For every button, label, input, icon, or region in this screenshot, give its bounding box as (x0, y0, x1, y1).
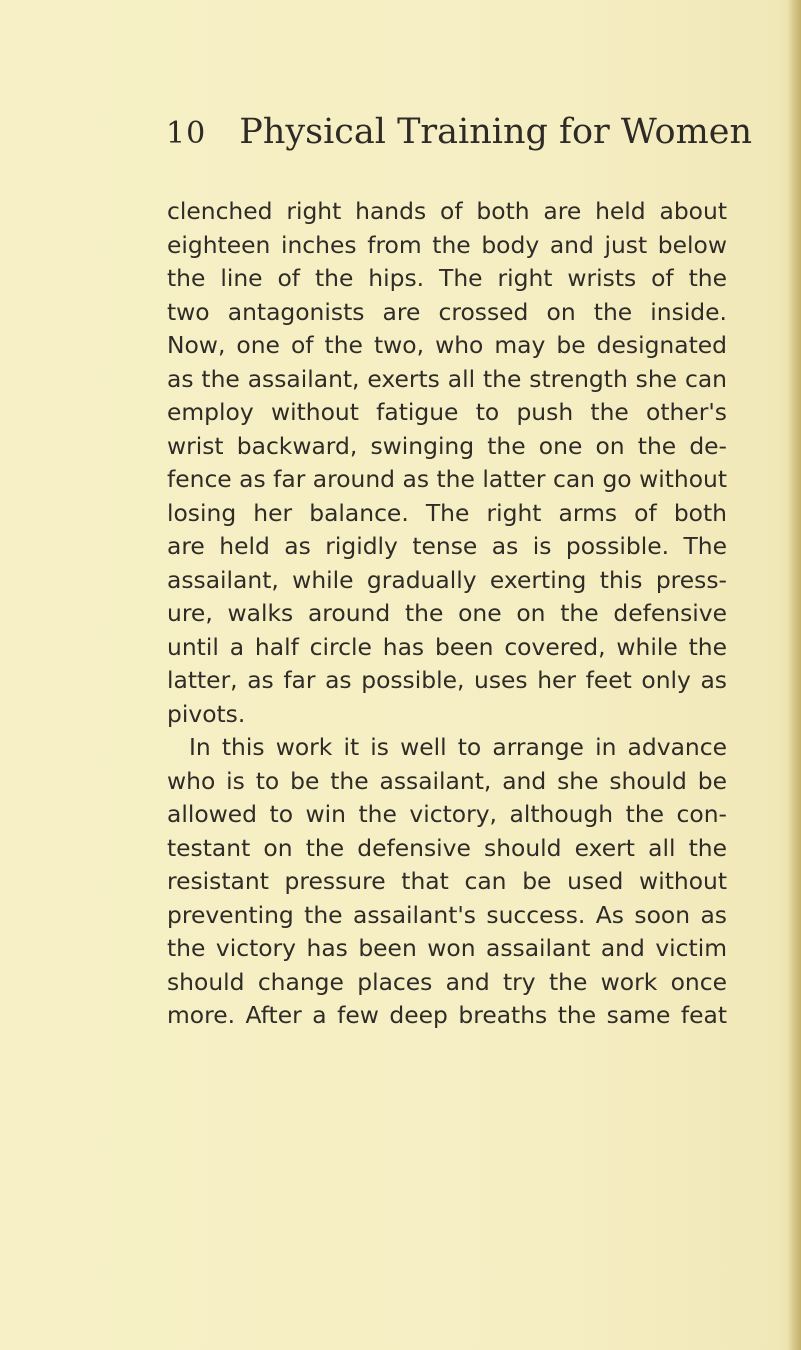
text-line: the line of the hips. The right wrists of the (167, 264, 727, 292)
body-text (167, 195, 727, 1033)
text-line: Now, one of the two, who may be designated (167, 331, 727, 359)
text-line: should change places and try the work once (167, 967, 727, 996)
text-line: In this work it is well to arrange in advance (189, 733, 727, 761)
running-title: Physical Training for Women (239, 112, 753, 152)
text-line: allowed to win the victory, although the con- (167, 800, 727, 828)
text-line: testant on the defensive should exert all the (167, 833, 727, 862)
text-line: employ without fatigue to push the other's (167, 398, 727, 426)
text-line: who is to be the assailant, and she should be (167, 766, 727, 795)
page-number: 10 (166, 116, 207, 151)
text-line: ure, walks around the one on the defensive (167, 599, 727, 627)
text-line: as the assailant, exerts all the strength she can (167, 364, 727, 393)
text-line: latter, as far as possible, uses her feet only as (167, 666, 727, 694)
text-line: are held as rigidly tense as is possible. The (167, 532, 727, 560)
text-line: losing her balance. The right arms of both (167, 498, 727, 527)
page-header (166, 112, 753, 164)
text-line: more. After a few deep breaths the same feat (167, 1001, 727, 1029)
page-edge (787, 0, 801, 1350)
text-line: preventing the assailant's success. As soon as (167, 900, 727, 929)
text-line: clenched right hands of both are held about (167, 197, 727, 225)
text-line: pivots. (167, 699, 246, 728)
text-line: assailant, while gradually exerting this press- (167, 565, 727, 594)
text-line: eighteen inches from the body and just below (167, 230, 727, 259)
text-line: fence as far around as the latter can go without (167, 465, 727, 493)
text-line: two antagonists are crossed on the inside. (167, 297, 727, 326)
text-line: until a half circle has been covered, while the (167, 632, 727, 661)
text-line: the victory has been won assailant and victim (167, 934, 727, 962)
text-line: wrist backward, swinging the one on the de- (167, 431, 727, 460)
text-line: resistant pressure that can be used without (167, 867, 727, 895)
